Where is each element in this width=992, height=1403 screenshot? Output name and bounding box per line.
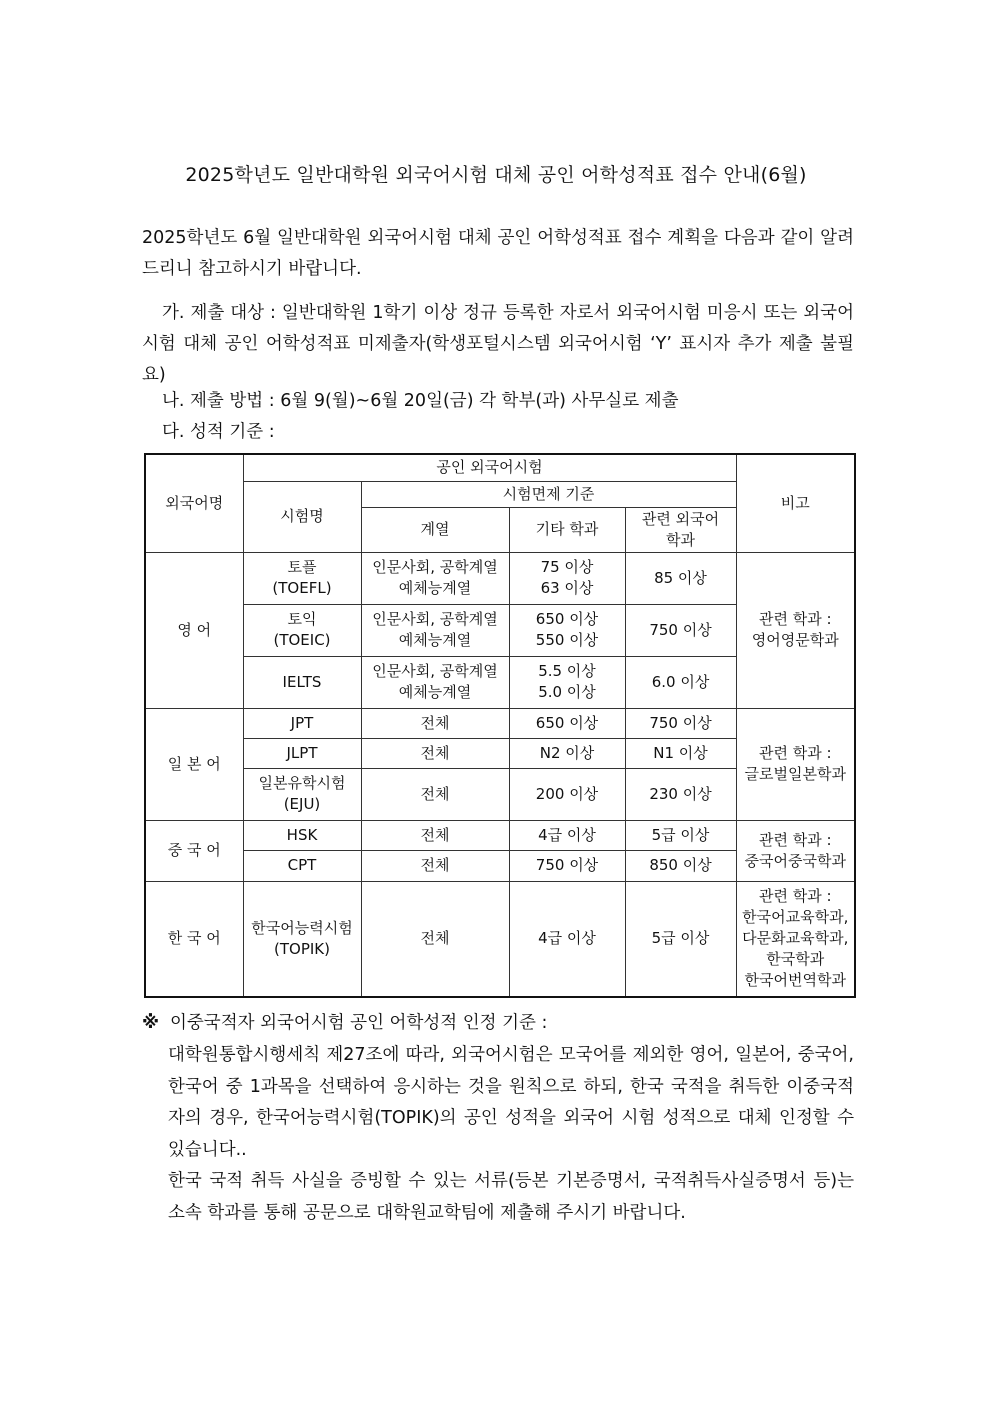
related-dept-cell: 750 이상 xyxy=(625,604,736,656)
other-dept-cell xyxy=(509,604,625,656)
header-field: 계열 xyxy=(361,507,509,552)
remark-cell xyxy=(736,881,855,997)
remark-line: 관련 학과 : xyxy=(758,744,832,762)
field-line: 예체능계열 xyxy=(398,631,472,649)
language-cell: 중 국 어 xyxy=(145,820,243,881)
table-row xyxy=(145,881,855,997)
note-heading-text: 이중국적자 외국어시험 공인 어학성적 인정 기준 : xyxy=(170,1013,548,1033)
exam-cell xyxy=(243,768,361,820)
field-cell xyxy=(361,656,509,708)
item-a-text: 가. 제출 대상 : 일반대학원 1학기 이상 정규 등록한 자로서 외국어시험 미응시 또는 외국어시험 대체 공인 어학성적표 미제출자(학생포털시스템 외국어시험 ‘Y’ 표시자 추가 제출 불필요) xyxy=(142,303,854,385)
related-dept-cell: 6.0 이상 xyxy=(625,656,736,708)
header-remarks: 비고 xyxy=(736,454,855,552)
exam-line: 한국어능력시험 xyxy=(251,918,353,937)
exam-cell xyxy=(243,604,361,656)
remark-line: 관련 학과 : xyxy=(758,610,832,628)
exam-line: 일본유학시험 xyxy=(258,774,346,792)
exam-cell xyxy=(243,881,361,997)
related-dept-cell: 5급 이상 xyxy=(625,820,736,850)
item-submission-target xyxy=(142,298,854,391)
exam-line: (TOEFL) xyxy=(272,579,332,597)
header-exemption-criteria: 시험면제 기준 xyxy=(361,481,736,507)
exam-line: (TOPIK) xyxy=(274,939,330,958)
header-language: 외국어명 xyxy=(145,454,243,552)
exam-line: (TOEIC) xyxy=(273,631,331,649)
header-related-line: 학과 xyxy=(666,530,695,549)
field-cell: 전체 xyxy=(361,820,509,850)
remark-line: 한국어교육학과, xyxy=(742,908,849,927)
related-dept-cell: N1 이상 xyxy=(625,738,736,768)
header-official-exam: 공인 외국어시험 xyxy=(243,454,736,481)
field-line: 예체능계열 xyxy=(398,683,472,701)
other-line: 63 이상 xyxy=(540,579,594,597)
exam-line: 토플 xyxy=(287,558,317,576)
related-dept-cell: 5급 이상 xyxy=(625,881,736,997)
other-dept-cell: 750 이상 xyxy=(509,850,625,881)
field-line: 인문사회, 공학계열 xyxy=(372,610,498,628)
remark-line: 한국어번역학과 xyxy=(744,971,846,990)
related-dept-cell: 85 이상 xyxy=(625,552,736,604)
note-body-paragraph: 대학원통합시행세칙 제27조에 따라, 외국어시험은 모국어를 제외한 영어, 일본어, 중국어, 한국어 중 1과목을 선택하여 응시하는 것을 원칙으로 하되, 한국 국적을 취득한 이중국적자의 경우, 한국어능력시험(TOPIK)의 공인 성적을 외국어 시험 성적으로 대체 인정할 수 있습니다.. xyxy=(168,1045,854,1160)
language-cell: 영 어 xyxy=(145,552,243,708)
exam-cell: JPT xyxy=(243,708,361,738)
remark-line: 영어영문학과 xyxy=(751,631,839,649)
remark-line: 관련 학과 : xyxy=(758,887,832,906)
remark-cell xyxy=(736,552,855,708)
remark-line: 관련 학과 : xyxy=(758,830,832,849)
field-line: 인문사회, 공학계열 xyxy=(372,558,498,576)
note-body-paragraph: 한국 국적 취득 사실을 증빙할 수 있는 서류(등본 기본증명서, 국적취득사실증명서 등)는 소속 학과를 통해 공문으로 대학원교학팀에 제출해 주시기 바랍니다. xyxy=(168,1171,854,1223)
page-title: 2025학년도 일반대학원 외국어시험 대체 공인 어학성적표 접수 안내(6월) xyxy=(185,164,807,186)
remark-cell xyxy=(736,820,855,881)
other-dept-cell: 4급 이상 xyxy=(509,820,625,850)
other-dept-cell: 650 이상 xyxy=(509,708,625,738)
other-dept-cell xyxy=(509,656,625,708)
related-dept-cell: 750 이상 xyxy=(625,708,736,738)
exam-line: (EJU) xyxy=(283,795,321,813)
field-cell: 전체 xyxy=(361,708,509,738)
field-cell: 전체 xyxy=(361,768,509,820)
related-dept-cell: 230 이상 xyxy=(625,768,736,820)
exam-cell xyxy=(243,552,361,604)
field-cell: 전체 xyxy=(361,738,509,768)
remark-line: 다문화교육학과, xyxy=(742,929,849,948)
table-row xyxy=(145,552,855,604)
item-grade-criteria: 다. 성적 기준 : xyxy=(162,422,275,442)
remark-line: 한국학과 xyxy=(766,950,825,969)
related-dept-cell: 850 이상 xyxy=(625,850,736,881)
grade-criteria-table xyxy=(144,453,856,998)
header-other-dept: 기타 학과 xyxy=(509,507,625,552)
exam-cell: IELTS xyxy=(243,656,361,708)
other-dept-cell xyxy=(509,552,625,604)
field-line: 예체능계열 xyxy=(398,579,472,597)
other-line: 5.0 이상 xyxy=(538,683,596,701)
header-exam-name: 시험명 xyxy=(243,481,361,552)
table-row xyxy=(145,708,855,738)
field-cell xyxy=(361,604,509,656)
field-cell: 전체 xyxy=(361,881,509,997)
other-line: 650 이상 xyxy=(535,610,599,628)
other-dept-cell: 200 이상 xyxy=(509,768,625,820)
remark-cell xyxy=(736,708,855,820)
exam-line: 토익 xyxy=(287,610,317,628)
remark-line: 중국어중국학과 xyxy=(744,851,846,870)
exam-cell: HSK xyxy=(243,820,361,850)
other-dept-cell: 4급 이상 xyxy=(509,881,625,997)
intro-paragraph: 2025학년도 6월 일반대학원 외국어시험 대체 공인 어학성적표 접수 계획을 다음과 같이 알려드리니 참고하시기 바랍니다. xyxy=(142,228,854,279)
header-related-line: 관련 외국어 xyxy=(641,509,720,528)
language-cell: 일 본 어 xyxy=(145,708,243,820)
exam-cell: CPT xyxy=(243,850,361,881)
other-line: 75 이상 xyxy=(540,558,594,576)
other-line: 550 이상 xyxy=(535,631,599,649)
other-dept-cell: N2 이상 xyxy=(509,738,625,768)
exam-cell: JLPT xyxy=(243,738,361,768)
dual-citizen-note-heading xyxy=(142,1008,854,1039)
header-related-dept xyxy=(625,507,736,552)
remark-line: 글로벌일본학과 xyxy=(744,765,846,783)
field-cell xyxy=(361,552,509,604)
field-cell: 전체 xyxy=(361,850,509,881)
field-line: 인문사회, 공학계열 xyxy=(372,662,498,680)
table-row xyxy=(145,820,855,850)
other-line: 5.5 이상 xyxy=(538,662,596,680)
language-cell: 한 국 어 xyxy=(145,881,243,997)
item-submission-method: 나. 제출 방법 : 6월 9(월)~6월 20일(금) 각 학부(과) 사무실로 제출 xyxy=(162,391,679,411)
reference-mark-icon: ※ xyxy=(142,1013,160,1033)
